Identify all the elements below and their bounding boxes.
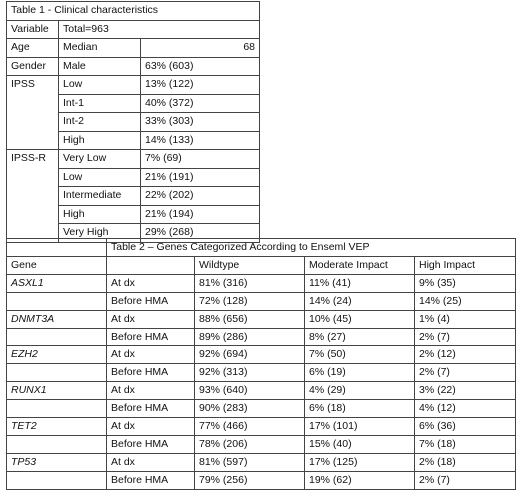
ipssr-value: 21% (194) <box>141 205 260 224</box>
timepoint: At dx <box>107 346 195 364</box>
moderate-impact-value: 17% (101) <box>305 418 415 436</box>
table2-caption: Table 2 – Genes Categorized According to Enseml VEP <box>107 239 516 257</box>
table-row <box>7 328 516 346</box>
timepoint: Before HMA <box>107 435 195 453</box>
ipssr-value: 29% (268) <box>141 224 260 243</box>
table2-body <box>7 274 516 489</box>
moderate-impact-value: 14% (24) <box>305 292 415 310</box>
wildtype-value: 92% (313) <box>195 364 305 382</box>
timepoint: Before HMA <box>107 400 195 418</box>
high-impact-value: 2% (7) <box>415 328 516 346</box>
table1-header-variable: Variable <box>7 20 59 39</box>
timepoint: Before HMA <box>107 292 195 310</box>
ipssr-category: High <box>59 205 141 224</box>
table1-row-age <box>7 39 260 58</box>
moderate-impact-value: 4% (29) <box>305 382 415 400</box>
ipss-category: Int-2 <box>59 113 141 132</box>
ipss-value: 14% (133) <box>141 131 260 150</box>
table-row <box>7 274 516 292</box>
table2-header-row <box>7 256 516 274</box>
gene-name <box>7 435 107 453</box>
age-label: Age <box>7 39 59 58</box>
high-impact-value: 3% (22) <box>415 382 516 400</box>
high-impact-value: 14% (25) <box>415 292 516 310</box>
high-impact-value: 2% (18) <box>415 453 516 471</box>
gene-name: TP53 <box>7 453 107 471</box>
gene-name: RUNX1 <box>7 382 107 400</box>
timepoint: At dx <box>107 382 195 400</box>
ipssr-category: Intermediate <box>59 187 141 206</box>
gene-name: DNMT3A <box>7 310 107 328</box>
header-gene: Gene <box>7 256 107 274</box>
wildtype-value: 89% (286) <box>195 328 305 346</box>
gene-name <box>7 364 107 382</box>
wildtype-value: 88% (656) <box>195 310 305 328</box>
table-row <box>7 364 516 382</box>
high-impact-value: 6% (36) <box>415 418 516 436</box>
table1-caption: Table 1 - Clinical characteristics <box>7 2 260 21</box>
wildtype-value: 81% (597) <box>195 453 305 471</box>
wildtype-value: 72% (128) <box>195 292 305 310</box>
timepoint: Before HMA <box>107 328 195 346</box>
table-row <box>7 418 516 436</box>
ipssr-category: Low <box>59 168 141 187</box>
table2-caption-row <box>7 239 516 257</box>
ipssr-label: IPSS-R <box>7 150 59 243</box>
age-stat: Median <box>59 39 141 58</box>
header-high-impact: High Impact <box>415 256 516 274</box>
moderate-impact-value: 19% (62) <box>305 471 415 489</box>
table-row <box>7 346 516 364</box>
ipssr-value: 21% (191) <box>141 168 260 187</box>
table2-caption-spacer <box>7 239 107 257</box>
timepoint: At dx <box>107 418 195 436</box>
clinical-characteristics-table <box>6 1 260 243</box>
high-impact-value: 4% (12) <box>415 400 516 418</box>
gender-category: Male <box>59 57 141 76</box>
ipss-category: Int-1 <box>59 94 141 113</box>
ipss-category: Low <box>59 76 141 95</box>
ipssr-category: Very Low <box>59 150 141 169</box>
ipssr-value: 7% (69) <box>141 150 260 169</box>
high-impact-value: 9% (35) <box>415 274 516 292</box>
gene-name <box>7 400 107 418</box>
gene-name <box>7 328 107 346</box>
ipss-label: IPSS <box>7 76 59 150</box>
table-row <box>7 382 516 400</box>
wildtype-value: 78% (206) <box>195 435 305 453</box>
moderate-impact-value: 8% (27) <box>305 328 415 346</box>
gene-name: EZH2 <box>7 346 107 364</box>
ipss-value: 33% (303) <box>141 113 260 132</box>
ipssr-category: Very High <box>59 224 141 243</box>
table-row <box>7 453 516 471</box>
moderate-impact-value: 6% (19) <box>305 364 415 382</box>
gender-value: 63% (603) <box>141 57 260 76</box>
ipss-value: 40% (372) <box>141 94 260 113</box>
table-row <box>7 400 516 418</box>
gene-name <box>7 292 107 310</box>
wildtype-value: 93% (640) <box>195 382 305 400</box>
table-row <box>7 310 516 328</box>
moderate-impact-value: 6% (18) <box>305 400 415 418</box>
high-impact-value: 1% (4) <box>415 310 516 328</box>
high-impact-value: 2% (12) <box>415 346 516 364</box>
table-row <box>7 435 516 453</box>
high-impact-value: 2% (7) <box>415 364 516 382</box>
moderate-impact-value: 11% (41) <box>305 274 415 292</box>
wildtype-value: 92% (694) <box>195 346 305 364</box>
timepoint: Before HMA <box>107 364 195 382</box>
timepoint: At dx <box>107 310 195 328</box>
wildtype-value: 79% (256) <box>195 471 305 489</box>
header-timepoint <box>107 256 195 274</box>
genes-categorized-table <box>6 238 516 490</box>
table1-header-total: Total=963 <box>59 20 260 39</box>
gene-name: TET2 <box>7 418 107 436</box>
table1-row-ipssr <box>7 150 260 169</box>
wildtype-value: 81% (316) <box>195 274 305 292</box>
timepoint: At dx <box>107 453 195 471</box>
moderate-impact-value: 17% (125) <box>305 453 415 471</box>
high-impact-value: 7% (18) <box>415 435 516 453</box>
table1-caption-row <box>7 2 260 21</box>
moderate-impact-value: 10% (45) <box>305 310 415 328</box>
table1-row-ipss <box>7 76 260 95</box>
age-value: 68 <box>141 39 260 58</box>
header-moderate-impact: Moderate Impact <box>305 256 415 274</box>
timepoint: Before HMA <box>107 471 195 489</box>
wildtype-value: 77% (466) <box>195 418 305 436</box>
timepoint: At dx <box>107 274 195 292</box>
table1-row-gender <box>7 57 260 76</box>
table-row <box>7 471 516 489</box>
gene-name: ASXL1 <box>7 274 107 292</box>
high-impact-value: 2% (7) <box>415 471 516 489</box>
gene-name <box>7 471 107 489</box>
table-row <box>7 292 516 310</box>
header-wildtype: Wildtype <box>195 256 305 274</box>
ipss-value: 13% (122) <box>141 76 260 95</box>
moderate-impact-value: 15% (40) <box>305 435 415 453</box>
table1-header-row <box>7 20 260 39</box>
ipssr-value: 22% (202) <box>141 187 260 206</box>
moderate-impact-value: 7% (50) <box>305 346 415 364</box>
gender-label: Gender <box>7 57 59 76</box>
ipss-category: High <box>59 131 141 150</box>
wildtype-value: 90% (283) <box>195 400 305 418</box>
